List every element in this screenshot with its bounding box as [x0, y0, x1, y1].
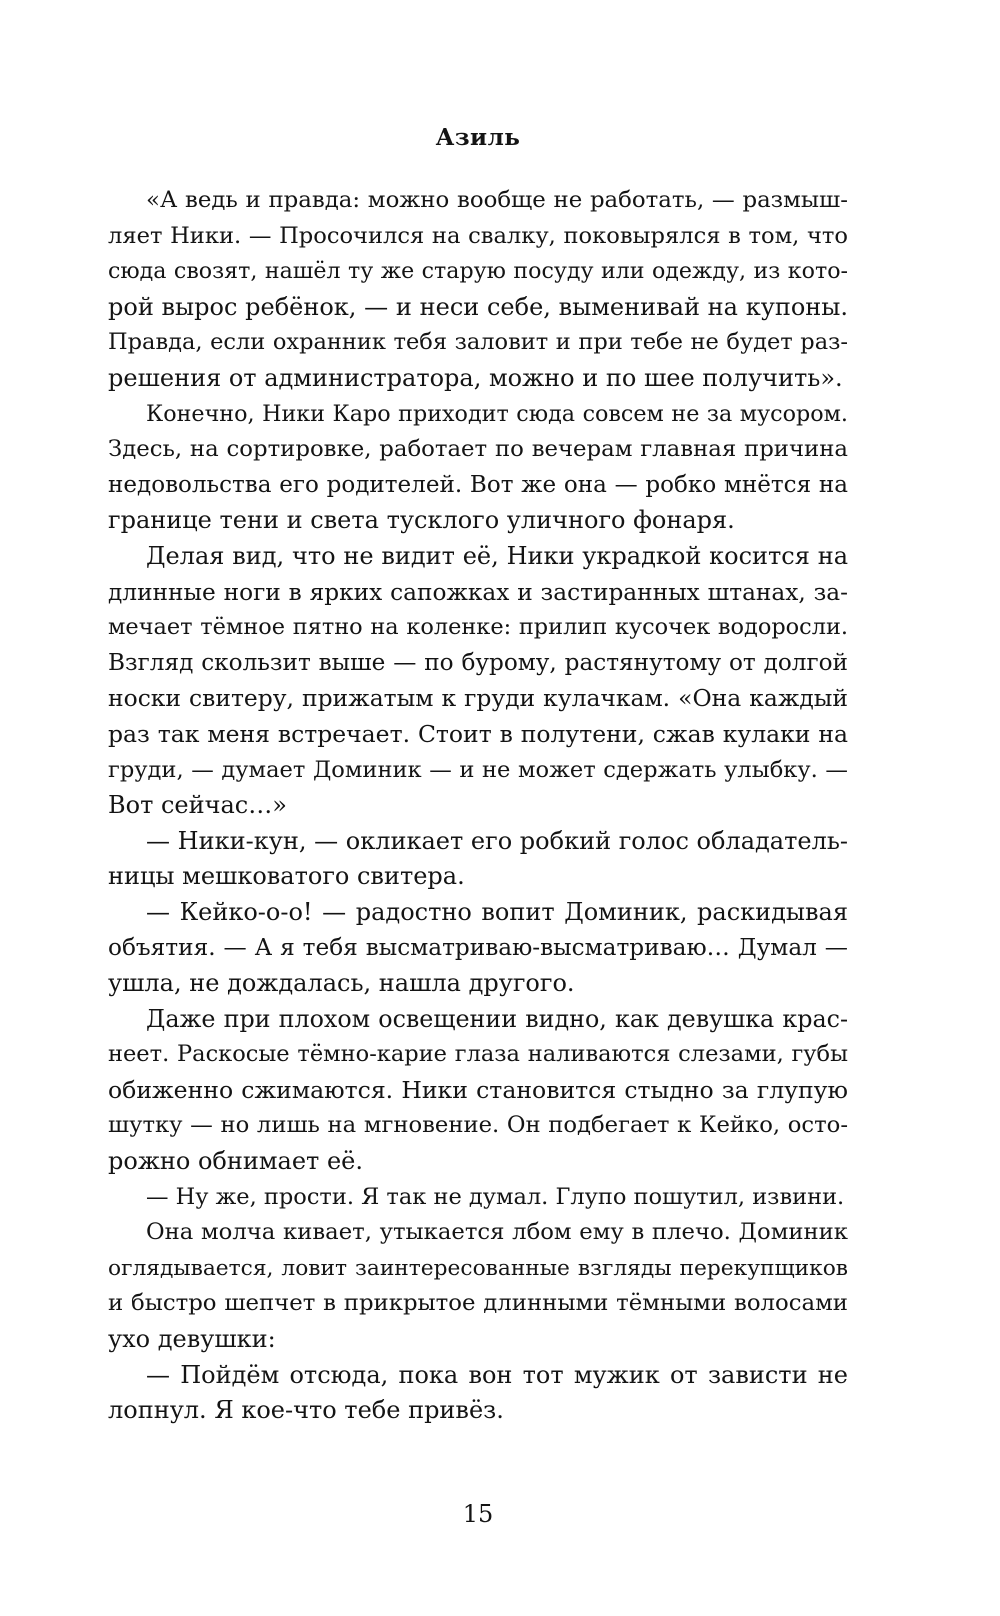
text-line: оглядывается, ловит заинтересованные взгляды перекупщиков — [108, 1255, 848, 1281]
text-line: — Ники-кун, — окликает его робкий голос обладатель- — [146, 826, 848, 855]
text-line: груди, — думает Доминик — и не может сдержать улыбку. — — [108, 756, 848, 783]
text-line: ницы мешковатого свитера. — [108, 862, 465, 891]
text-line: Вот сейчас…» — [108, 791, 287, 820]
text-line: раз так меня встречает. Стоит в полутени, сжав кулаки на — [108, 719, 848, 748]
text-line: Конечно, Ники Каро приходит сюда совсем не за мусором. — [146, 400, 848, 427]
text-line: рой вырос ребёнок, — и неси себе, выменивай на купоны. — [108, 292, 848, 321]
text-line: решения от администратора, можно и по шее получить». — [108, 363, 843, 392]
text-line: Взгляд скользит выше — по бурому, растянутому от долгой — [108, 649, 848, 676]
body-text — [108, 183, 848, 1429]
text-line: ляет Ники. — Просочился на свалку, поковырялся в том, что — [108, 222, 848, 249]
text-line: рожно обнимает её. — [108, 1147, 363, 1176]
text-line: сюда свозят, нашёл ту же старую посуду или одежду, из кото- — [108, 258, 848, 285]
text-line: ушла, не дождалась, нашла другого. — [108, 969, 575, 998]
text-line: недовольства его родителей. Вот же она — робко мнётся на — [108, 471, 848, 498]
text-line: Правда, если охранник тебя заловит и при тебе не будет раз- — [108, 329, 848, 356]
text-line: ухо девушки: — [108, 1325, 276, 1353]
text-line: — Пойдём отсюда, пока вон тот мужик от зависти не — [146, 1360, 848, 1389]
text-line: Она молча кивает, утыкается лбом ему в плечо. Доминик — [146, 1219, 848, 1246]
text-line: длинные ноги в ярких сапожках и застиранных штанах, за- — [108, 578, 848, 606]
text-line: неет. Раскосые тёмно-карие глаза наливаются слезами, губы — [108, 1041, 848, 1068]
text-line: носки свитеру, прижатым к груди кулачкам. «Она каждый — [108, 684, 848, 713]
text-line: — Кейко-о-о! — радостно вопит Доминик, раскидывая — [146, 897, 848, 926]
text-line: обиженно сжимаются. Ники становится стыдно за глупую — [108, 1075, 848, 1104]
text-line: границе тени и света тусклого уличного фонаря. — [108, 506, 735, 535]
text-line: Делая вид, что не видит её, Ники украдкой косится на — [146, 541, 848, 570]
text-line: и быстро шепчет в прикрытое длинными тёмными волосами — [108, 1290, 848, 1317]
text-line: объятия. — А я тебя высматриваю-высматриваю… Думал — — [108, 934, 848, 962]
text-line: лопнул. Я кое-что тебе привёз. — [108, 1396, 504, 1425]
text-line: — Ну же, прости. Я так не думал. Глупо пошутил, извини. — [146, 1183, 845, 1210]
text-line: Даже при плохом освещении видно, как девушка крас- — [146, 1004, 848, 1033]
text-line: мечает тёмное пятно на коленке: прилип кусочек водоросли. — [108, 614, 848, 641]
text-line: «А ведь и правда: можно вообще не работать, — размыш- — [146, 187, 848, 213]
running-head: Азиль — [435, 124, 521, 151]
text-line: Здесь, на сортировке, работает по вечерам главная причина — [108, 436, 848, 463]
book-page — [108, 0, 848, 1616]
page-number: 15 — [462, 1500, 494, 1528]
text-line: шутку — но лишь на мгновение. Он подбегает к Кейко, осто- — [108, 1112, 848, 1139]
